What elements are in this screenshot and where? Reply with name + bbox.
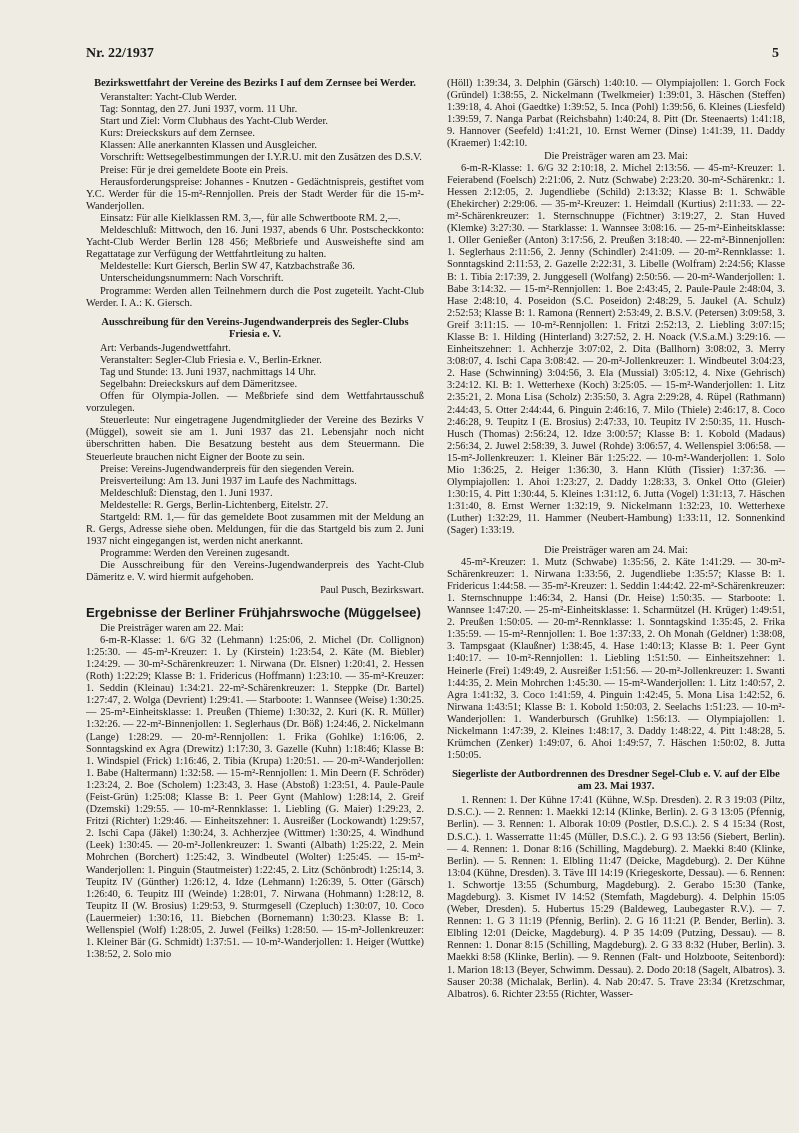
friesia-prize-giving: Preisverteilung: Am 13. Juni 1937 im Laufe des Nachmittags. <box>100 475 357 487</box>
may24-body: 45-m²-Kreuzer: 1. Mutz (Schwabe) 1:35:56, 2. Käte 1:41:29. — 30-m²-Schärenkreuzer: 1. Nirwana 1:33:56, 2. Jugendliebe 1:35:57; Klasse B: 1. Fridericus 1:44:58. — 35-m²-Kreuzer: 1. Seddin 1:44:42. 22-m²-Schärenkreuzer: 1. Sternschnuppe 1:46:34, 2. Hansi (Dr. Heise) 1:50:35. — Starboote: 1. Wannsee 1:47:20. — 25-m²-Einheitsklasse: 1. Scharmützel (H. Krüger) 1:49:51, 2. Preußen 1:50:05. — 20-m²-Rennklasse: 1. Sonntagskind 1:35:45, 2. Frika 1:35:59. — 15-m²-Rennjollen: 1. Boe 1:37:33, 2. Oh Monah (Geldner) 1:38:08, 3. Tampsgaat (Klaußner) 1:38:45, 4. Hase 1:40:13; Klasse B: 1. Peer Gynt 1:40:17. — 10-m²-Rennjollen: 1. Liebling 1:51:50. — Einheitszehner: 1. Heinerle (Frei) 1:49:49, 2. Ausreißer 1:51:56. — 20-m²-Jollenkreuzer: 1. Swanti 1:44:35, 2. Mein Mohrchen 1:45:30. — 15-m²-Wanderjollen: 1. Litz 1:40:57, 2. Agra 1:41:32, 3. Coco 1:41:59, 4. Pinguin 1:42:45, 5. Mona Lisa 1:42:52, 6. Nirwana 1:43:51; Klasse B: 1. Kobold 1:50:03, 2. Seelachs 1:51:23. — 10-m²-Wanderjollen: 1. Wanderbursch (Gruhlke) 1:56:13. — Olympiajollen: 1. Nickelmann 1:47:39, 2. Kleines 1:48:17, 3. Daddy 1:48:22, 4. Pitt 1:48:28, 5. Krümchen (Zenker) 1:49:07, 6. Ahoi 1:49:57, 7. Häschen 1:50:02, 8. Jutta 1:50:05. <box>447 556 785 762</box>
friesia-entry-office: Meldestelle: R. Gergs, Berlin-Lichtenberg, Eitelstr. 27. <box>100 499 329 511</box>
werder-organizer: Veranstalter: Yacht-Club Werder. <box>100 92 237 103</box>
friesia-programmes: Programme: Werden den Vereinen zugesandt. <box>100 548 290 560</box>
werder-start-finish: Start und Ziel: Vorm Clubhaus des Yacht-Club Werder. <box>100 116 329 128</box>
werder-course: Kurs: Dreieckskurs auf dem Zernsee. <box>100 128 255 140</box>
werder-entry-office: Meldestelle: Kurt Giersch, Berlin SW 47, Katzbachstraße 36. <box>100 261 355 273</box>
werder-classes: Klassen: Alle anerkannten Klassen und Ausgleicher. <box>100 140 317 152</box>
friesia-helmsmen: Steuerleute: Nur eingetragene Jugendmitglieder der Vereine des Bezirks V (Müggel), soweit sie am 1. Juni 1937 das 21. Lebensjahr noch nicht überschritten haben. Die Besatzung besteht aus dem Steuermann. Die Steuerleute brauchen nicht Eigner der Boote zu sein. <box>86 415 424 463</box>
friesia-signature: Paul Pusch, Bezirkswart. <box>320 584 424 596</box>
friesia-heading: Ausschreibung für den Vereins-Jugendwanderpreis des Segler-Clubs Friesia e. V. <box>101 316 409 340</box>
friesia-notice: Die Ausschreibung für den Vereins-Jugendwanderpreis des Yacht-Club Dämeritz e. V. wird hiermit aufgehoben. <box>86 560 424 584</box>
issue-number: Nr. 22/1937 <box>86 46 154 61</box>
page-number: 5 <box>772 46 779 61</box>
results-heading: Ergebnisse der Berliner Frühjahrswoche (Müggelsee) <box>86 604 421 620</box>
werder-entry-fee: Einsatz: Für alle Kielklassen RM. 3,—, für alle Schwertboote RM. 2,—. <box>100 212 401 224</box>
werder-date: Tag: Sonntag, den 27. Juni 1937, vorm. 11 Uhr. <box>100 104 298 116</box>
werder-deadline: Meldeschluß: Mittwoch, den 16. Juni 1937, abends 6 Uhr. Postscheckkonto: Yacht-Club Werder Berlin 128 456; Meßbriefe und Ausweishefte sind am Regattatage zur Verfügung der Wettfahrtleitung zu halten. <box>86 225 424 261</box>
friesia-start-fee: Startgeld: RM. 1,— für das gemeldete Boot zusammen mit der Meldung an R. Gergs, Adresse siehe oben. Meldungen, für die das Startgeld bis zum 2. Juni 1937 nicht eingegangen ist, werden nicht anerkannt. <box>86 512 424 548</box>
dresden-body: 1. Rennen: 1. Der Kühne 17:41 (Kühne, W.Sp. Dresden). 2. R 3 19:03 (Piltz, D.S.C.). — 2. Rennen: 1. Maekki 12:14 (Klinke, Berlin). 2. G 3 13:05 (Pfennig, Berlin). — 3. Rennen: 1. Alborak 10:09 (Postler, D.S.C.). 2. S 4 15:34 (Rost, D.S.C.). 1. Wasserratte 11:45 (Müller, D.S.C.). 2. G 93 13:56 (Siebert, Berlin). — 4. Rennen: 1. Donar 8:16 (Schilling, Magdeburg). 2. Maekki 8:40 (Klinke, Berlin). — 5. Rennen: 1. Elbling 11:47 (Deicke, Magdeburg). 2. Der Kühne 13:04 (Kühne, Dresden). 3. Täve III 14:19 (Kriegeskorte, Dessau). — 6. Rennen: 1. Schwortje 13:55 (Schumburg, Magdeburg). 2. Gerabo 15:30 (Tanke, Magdeburg). 3. Kismet IV 14:52 (Stemfath, Magdeburg). 4. Delphin 15:05 (Weber, Dresden). 5. Hubertus 15:29 (Baldeweg, Laubegaster R.V.). — 7. Rennen: 1. G 3 11:19 (Pfennig, Berlin). 2. G 16 11:21 (P. Bender, Berlin). 3. Elbling 12:01 (Deicke, Magdeburg). 4. P 35 14:09 (Putzing, Dessau). — 8. Rennen: 1. Donar 8:15 (Schilling, Magdeburg). 2. G 33 8:32 (Huber, Berlin). 3. Maekki 8:58 (Klinke, Berlin). — 9. Rennen (Falt- und Holzboote, Seitenbord): 1. Marion 18:13 (Beyer, Schwimm. Dessau). 2. Dodo 20:18 (Sagelt, Albatros). 3. Sauser 20:38 (Michalak, Berlin). 4. Nab 20:47. 5. Trave 23:34 (Kretzschmar, Albatros). 6. Richter 23:55 (Richter, Wasser- <box>447 795 785 1000</box>
friesia-prizes: Preise: Vereins-Jugendwanderpreis für den siegenden Verein. <box>100 463 355 475</box>
results-may22-continued: (Höll) 1:39:34, 3. Delphin (Gärsch) 1:40:10. — Olympiajollen: 1. Gorch Fock (Gründel) 1:38:55, 2. Nickelmann (Twelkmeier) 1:39:01, 3. Häschen (Steffen) 1:39:18, 4. Ahoi (Gaedtke) 1:39:52, 5. Inca (Pohl) 1:39:56, 6. Kleines (Liesfeld) 1:39:59, 7. Nanga Parbat (Reichsbahn) 1:40:24, 8. Pitt (Dr. Steenaerts) 1:41:18, 9. Hannover (Seefeld) 1:41:21, 10. Ernst Werner (Dinse) 1:41:39, 11. Daddy (Kraemer) 1:42:10. <box>447 78 785 150</box>
results-intro: Die Preisträger waren am 22. Mai: <box>100 622 244 634</box>
werder-challenge-prizes: Herausforderungspreise: Johannes - Knutzen - Gedächtnispreis, gestiftet vom Y.C. Werder für die 15-m²-Rennjollen. Preis der Stadt Werder für die 15-m²-Wanderjollen. <box>86 176 424 212</box>
werder-programmes: Programme: Werden allen Teilnehmern durch die Post zugeteilt. Yacht-Club Werder. I. A.: K. Giersch. <box>86 285 424 309</box>
friesia-open-for: Offen für Olympia-Jollen. — Meßbriefe sind dem Wettfahrtausschuß vorzulegen. <box>86 391 424 415</box>
friesia-date: Tag und Stunde: 13. Juni 1937, nachmittags 14 Uhr. <box>100 366 317 378</box>
werder-rules: Vorschrift: Wettsegelbestimmungen der I.Y.R.U. mit den Zusätzen des D.S.V. <box>100 152 422 164</box>
friesia-organizer: Veranstalter: Segler-Club Friesia e. V., Berlin-Erkner. <box>100 354 322 366</box>
may24-intro: Die Preisträger waren am 24. Mai: <box>544 544 688 556</box>
dresden-heading: Siegerliste der Autbordrennen des Dresdner Segel-Club e. V. auf der Elbe am 23. Mai 1937. <box>452 769 780 793</box>
friesia-course: Segelbahn: Dreieckskurs auf dem Dämeritzsee. <box>100 378 298 390</box>
werder-prizes: Preise: Für je drei gemeldete Boote ein Preis. <box>100 164 289 176</box>
werder-sail-numbers: Unterscheidungsnummern: Nach Vorschrift. <box>100 273 284 285</box>
werder-heading: Bezirkswettfahrt der Vereine des Bezirks I auf dem Zernsee bei Werder. <box>94 78 416 89</box>
left-column <box>86 78 424 961</box>
may23-intro: Die Preisträger waren am 23. Mai: <box>544 150 688 162</box>
friesia-deadline: Meldeschluß: Dienstag, den 1. Juni 1937. <box>100 487 273 499</box>
results-may22-body: 6-m-R-Klasse: 1. 6/G 32 (Lehmann) 1:25:06, 2. Michel (Dr. Collignon) 1:25:30. — 45-m²-Kreuzer: 1. Ly (Kirstein) 1:23:54, 2. Käte (M. Biebler) 1:24:29. — 30-m²-Schärenkreuzer: 1. Nirwana (Dr. Elsner) 1:20:41, 2. Hessen (Roth) 1:22:29; Klasse B: 1. Fridericus (Hoffmann) 1:23:10. — 35-m²-Kreuzer: 1. Seddin (Kleinau) 1:34:21. 22-m²-Schärenkreuzer: 1. Steppke (Dr. Bartel) 1:27:47, 2. Wolga (Devrient) 1:29:41. — Starboote: 1. Wannsee (Weise) 1:30:25. — 25-m²-Einheitsklasse: 1. Preußen (Thieme) 1:30:32, 2. Kuri (K. R. Müller) 1:32:26. — 22-m²-Binnenjollen: 1. Seglerhaus (Dr. Böß) 1:24:46, 2. Nickelmann (Lange) 1:28:29. — 20-m²-Rennjollen: 1. Frika (Gohlke) 1:16:06, 2. Sonntagskind ex Agra (Drewitz) 1:17:30, 3. Gazelle (Kuhn) 1:18:46; Klasse B: 1. Windspiel (Frick) 1:16:46, 2. Tibia (Krupa) 1:20:51. — 20-m²-Wanderjollen: 1. Babe (Haltermann) 1:32:58. — 15-m²-Rennjollen: 1. Min Deern (F. Schröder) 1:23:24, 2. Boe (Scholem) 1:23:43, 3. Hase (Abstoß) 1:23:51, 4. Paule-Paule (Feist-Grün) 1:25:08; Klasse B: 1. Peer Gynt (Mahlow) 1:28:14, 2. Greif (Dzemski) 1:29:55. — 10-m²-Rennklasse: 1. Liebling (G. Maier) 1:29:23, 2. Fritzi (Richter) 1:29:46. — Einheitszehner: 1. Ausreißer (Lockowandt) 1:29:57, 2. Ischi Capa (Jäkel) 1:30:24, 3. Achherzjee (Wittmer) 1:30:25, 4. Windhund (Leek) 1:30:45. — 20-m²-Jollenkreuzer: 1. Swanti (Albath) 1:25:22, 2. Mein Mohrchen (Borchert) 1:25:42, 3. Windbeutel (Wolter) 1:25:45. — 15-m²-Wanderjollen: 1. Pinguin (Stautmeister) 1:22:45, 2. Litz (Schönbrodt) 1:25:14, 3. Teupitz IV (Günther) 1:26:12, 4. Idze (Lehmann) 1:26:39, 5. Otter (Gärsch) 1:26:40, 6. Teupitz III (Weinde) 1:28:01, 7. Nirwana (Hohmann) 1:28:12, 8. Teupitz II (W. Brosius) 1:29:53, 9. Sturmgesell (Czepluch) 1:30:07, 10. Coco (Lauermeier) 1:30:16, 11. Biebchen (Bornemann) 1:30:23. Klasse B: 1. Wellenspiel (Wolf) 1:28:05, 2. Juwel (Feilks) 1:28:50. — 15-m²-Jollenkreuzer: 1. Kleiner Bär (G. Schmidt) 1:37:51. — 10-m²-Wanderjollen: 1. Heiger (Wuttke) 1:38:52, 2. Solo mio <box>86 634 424 961</box>
right-column <box>447 78 785 1001</box>
may23-body: 6-m-R-Klasse: 1. 6/G 32 2:10:18, 2. Michel 2:13:56. — 45-m²-Kreuzer: 1. Feierabend (Foelsch) 2:21:06, 2. Nutz (Schwabe) 2:23:20. 30-m²-Schärenkr.: 1. Hessen 2:12:05, 2. Jugendliebe (Schild) 2:13:32; Klasse B: 1. Schwäble (Ehekircher) 2:29:06. — 35-m²-Kreuzer: 1. Heimdall (Kurtius) 2:11:33. — 22-m²-Schärenkreuzer: 1. Sternschnuppe (Fichtner) 3:19:27, 2. Stan Huved (Klemke) 3:27:30. — Starklasse: 1. Wannsee 3:08:16. — 25-m²-Einheitsklasse: 1. Oller Genießer (Anton) 3:17:56, 2. Preußen 3:18:40. — 22-m²-Binnenjollen: 1. Seglerhaus 2:11:56, 2. Jenny (Schindler) 2:41:09. — 20-m²-Rennklasse: 1. Sonntagskind 2:11:53, 2. Gazelle 2:22:31, 3. Libelle (Wolfram) 2:24:56; Klasse B: 1. Tibia 2:17:39, 2. Junggesell (Wolfang) 2:50:56. — 20-m²-Wanderjollen: 1. Babe 3:14:32. — 15-m²-Rennjollen: 1. Boe 2:43:45, 2. Paule-Paule 2:48:04, 3. Hase 2:48:10, 4. Poseidon (S.C. Poseidon) 2:48:29, 5. Jaukel (A. Schulz) 2:52:53; Klasse B: 1. Ramona (Rennert) 2:53:49, 2. B.S.V. (Petersen) 3:09:58, 3. Greif 3:11:15. — 10-m²-Rennjollen: 1. Fritzi 2:52:13, 2. Liebling 3:07:15; Klasse B: 1. Hilding (Hinterland) 3:27:52, 2. H. Noack (V.S.a.M.) 3:29:16. — Einheitszehner: 1. Achherzje 3:07:02, 2. Dita (Ballhorn) 3:08:02, 3. Merry 3:08:07, 4. Ischi Capa 3:08:42. — 20-m²-Jollenkreuzer: 1. Windbeutel 3:04:23, 2. Hase (Schwinning) 3:04:56, 3. Ela (Mussial) 3:05:12, 4. Nixe (Gehrisch) 3:24:12. Kl. B: 1. Wetterhexe (Koch) 3:25:05. — 15-m²-Wanderjollen: 1. Litz 2:35:21, 2. Mona Lisa (Scholz) 2:35:50, 3. Agra 2:29:28, 4. Rüpel (Rathmann) 2:44:43, 5. Otter 2:44:44, 6. Pinguin 2:46:16, 7. Milo (Thiele) 2:46:17, 8. Coco 2:46:28, 9. Teupitz I (E. Brosius) 2:47:33, 10. Teupitz IV 2:50:35, 11. Husch-Husch (Thomas) 2:56:24, 12. Idze 3:00:57; Klasse B: 1. Kobold (Madaus) 2:56:34, 2. Juwel 2:58:39, 3. Juwel (Rohde) 3:06:57, 4. Wellenspiel 3:06:58. — 15-m²-Jollenkreuzer: 1. Kleiner Bär 1:25:22. — 10-m²-Wanderjollen: 1. Solo Mio 1:36:25, 2. Heiger 1:36:30, 3. Hann Klüth (Tissier) 1:37:36. — Olympiajollen: 1. Ahoi 1:23:27, 2. Daddy 1:28:33, 3. Onkel Otto (Gleier) 1:30:15, 4. Pitt 1:30:44, 5. Kleines 1:31:12, 6. Jutta (Vogel) 1:31:13, 7. Häschen 1:31:40, 8. Ernst Werner 1:32:19, 9. Nickelmann 1:32:23, 10. Wetterhexe (Luther) 1:32:29, 11. Hammer (Neubert-Hambung) 1:33:11, 12. Sonnenkind (Sager) 1:33:19. <box>447 162 785 537</box>
friesia-type: Art: Verbands-Jugendwettfahrt. <box>100 342 231 354</box>
